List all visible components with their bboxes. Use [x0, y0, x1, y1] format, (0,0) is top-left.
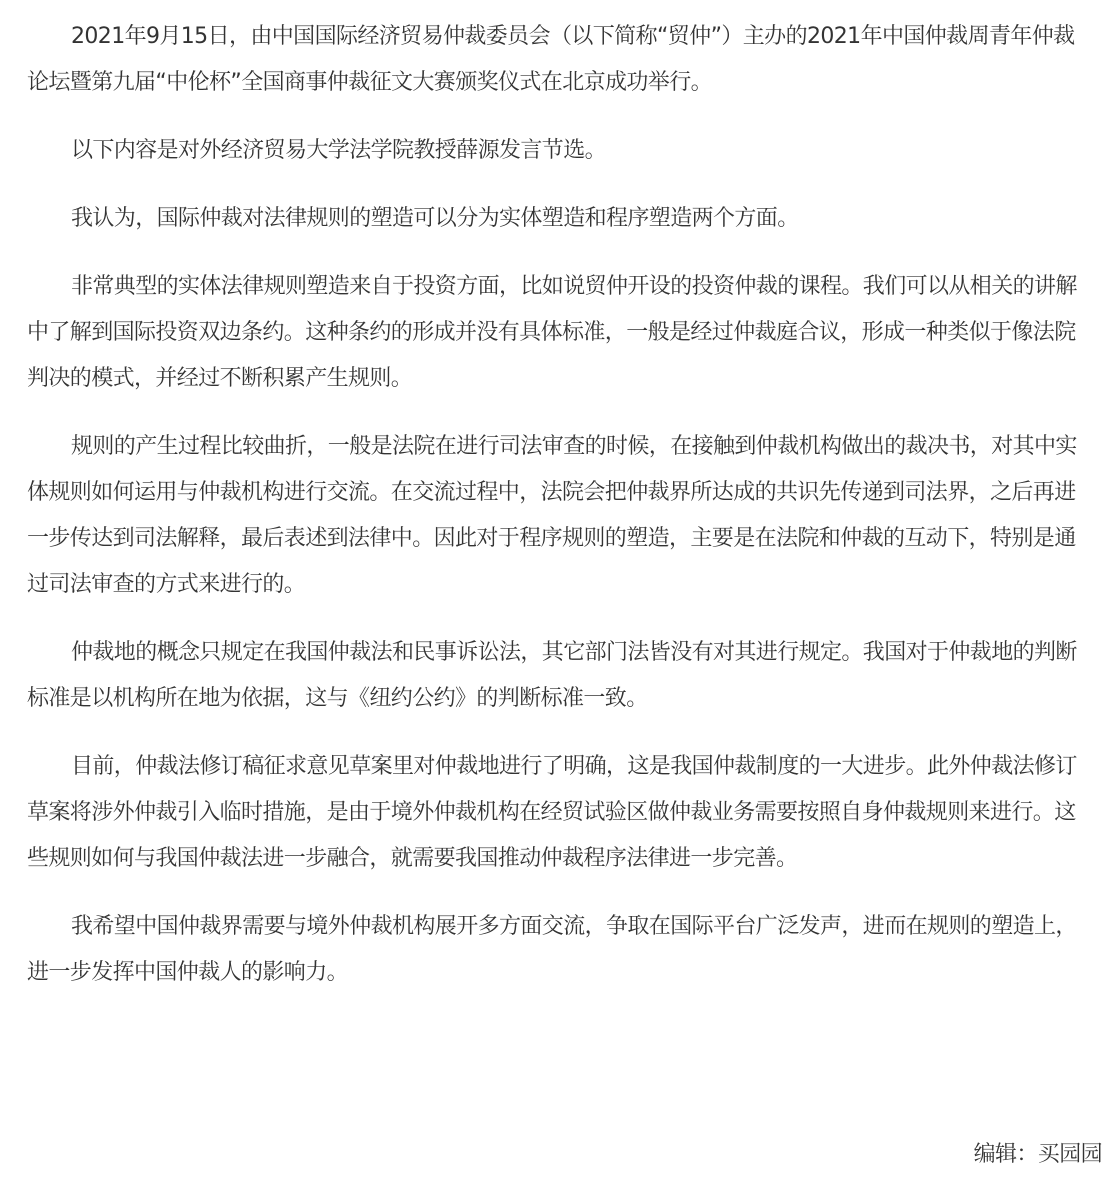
- paragraph-conclusion: 我希望中国仲裁界需要与境外仲裁机构展开多方面交流，争取在国际平台广泛发声，进而在规则的塑造上，进一步发挥中国仲裁人的影响力。: [27, 914, 1077, 985]
- paragraph-speaker: 以下内容是对外经济贸易大学法学院教授薛源发言节选。: [71, 138, 607, 163]
- article-body: [27, 14, 1093, 1018]
- paragraph-thesis: 我认为，国际仲裁对法律规则的塑造可以分为实体塑造和程序塑造两个方面。: [71, 206, 799, 231]
- paragraph-arbitration-seat: 仲裁地的概念只规定在我国仲裁法和民事诉讼法，其它部门法皆没有对其进行规定。我国对于仲裁地的判断标准是以机构所在地为依据，这与《纽约公约》的判断标准一致。: [27, 640, 1077, 711]
- paragraph-law-revision: 目前，仲裁法修订稿征求意见草案里对仲裁地进行了明确，这是我国仲裁制度的一大进步。此外仲裁法修订草案将涉外仲裁引入临时措施，是由于境外仲裁机构在经贸试验区做仲裁业务需要按照自身仲裁规则来进行。这些规则如何与我国仲裁法进一步融合，就需要我国推动仲裁程序法律进一步完善。: [27, 754, 1077, 871]
- editor-credit: 编辑：买园园: [973, 1142, 1102, 1167]
- paragraph-rule-process: 规则的产生过程比较曲折，一般是法院在进行司法审查的时候，在接触到仲裁机构做出的裁决书，对其中实体规则如何运用与仲裁机构进行交流。在交流过程中，法院会把仲裁界所达成的共识先传递到司法界，之后再进一步传达到司法解释，最后表述到法律中。因此对于程序规则的塑造，主要是在法院和仲裁的互动下，特别是通过司法审查的方式来进行的。: [27, 434, 1077, 597]
- paragraph-intro: 2021年9月15日，由中国国际经济贸易仲裁委员会（以下简称“贸仲”）主办的2021年中国仲裁周青年仲裁论坛暨第九届“中伦杯”全国商事仲裁征文大赛颁奖仪式在北京成功举行。: [27, 24, 1075, 95]
- paragraph-substantive-rules: 非常典型的实体法律规则塑造来自于投资方面，比如说贸仲开设的投资仲裁的课程。我们可以从相关的讲解中了解到国际投资双边条约。这种条约的形成并没有具体标准，一般是经过仲裁庭合议，形成一种类似于像法院判决的模式，并经过不断积累产生规则。: [27, 274, 1077, 391]
